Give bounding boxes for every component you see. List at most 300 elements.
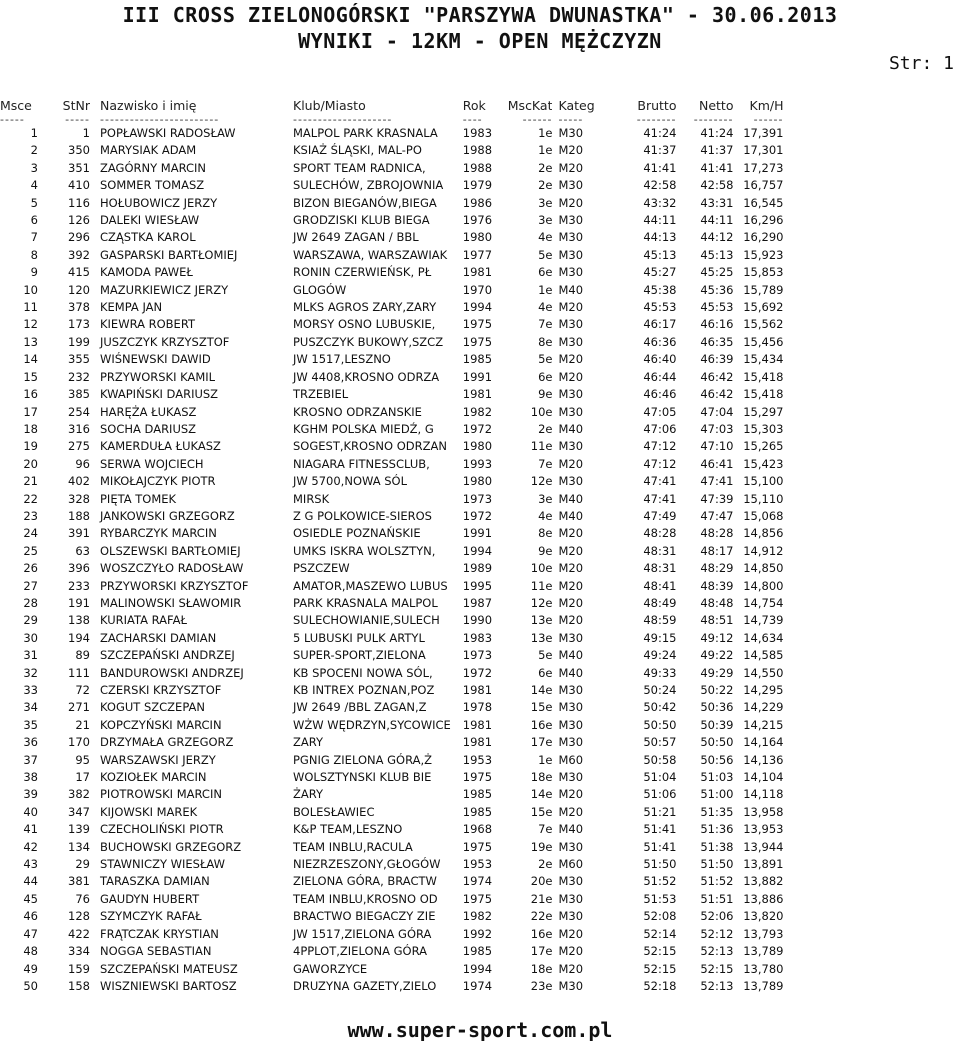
cell-gross-time: 44:11	[643, 213, 677, 228]
cell-club: PARK KRASNALA MALPOL	[293, 595, 438, 610]
cell-net-time: 45:13	[700, 247, 734, 262]
separator-kmh: ------	[753, 115, 784, 125]
cell-speed: 13,886	[743, 891, 784, 906]
cell-start-number: 296	[68, 230, 90, 245]
cell-year: 1985	[462, 352, 493, 367]
cell-gross-time: 50:58	[643, 752, 677, 767]
cell-gross-time: 48:31	[643, 561, 677, 576]
table-row	[0, 229, 783, 246]
cell-gross-time: 46:46	[643, 387, 677, 402]
cell-category-place: 2e	[538, 178, 553, 193]
cell-gross-time: 46:17	[643, 317, 677, 332]
cell-club: NIAGARA FITNESSCLUB,	[293, 456, 430, 471]
cell-category-place: 1e	[538, 143, 553, 158]
cell-category: M40	[558, 491, 584, 506]
cell-year: 1992	[462, 926, 493, 941]
cell-speed: 14,550	[743, 665, 784, 680]
cell-name: PRZYWORSKI KRZYSZTOF	[100, 578, 249, 593]
cell-club: KB SPOCENI NOWA SÓL,	[293, 665, 433, 680]
table-row	[0, 943, 783, 960]
table-row	[0, 647, 783, 664]
cell-net-time: 50:36	[700, 700, 734, 715]
cell-place: 15	[23, 369, 38, 384]
cell-category: M20	[558, 787, 584, 802]
col-header-msckat: MscKat	[507, 98, 553, 113]
cell-name: STAWNICZY WIESŁAW	[100, 857, 226, 872]
cell-gross-time: 51:41	[643, 839, 677, 854]
table-row	[0, 543, 783, 560]
cell-gross-time: 47:05	[643, 404, 677, 419]
cell-net-time: 48:17	[700, 543, 734, 558]
cell-name: SERWA WOJCIECH	[100, 456, 204, 471]
cell-start-number: 385	[68, 387, 90, 402]
cell-start-number: 76	[75, 891, 90, 906]
cell-club: JW 2649 ZAGAN / BBL	[293, 230, 419, 245]
table-row	[0, 699, 783, 716]
table-row	[0, 926, 783, 943]
cell-gross-time: 51:21	[643, 804, 677, 819]
cell-speed: 13,820	[743, 909, 784, 924]
cell-category: M20	[558, 526, 584, 541]
cell-net-time: 44:11	[700, 213, 734, 228]
cell-net-time: 45:53	[700, 300, 734, 315]
cell-year: 1972	[462, 665, 493, 680]
cell-gross-time: 51:41	[643, 822, 677, 837]
table-row	[0, 804, 783, 821]
cell-club: BIZON BIEGANÓW,BIEGA	[293, 195, 437, 210]
cell-name: JUSZCZYK KRZYSZTOF	[100, 334, 230, 349]
cell-category-place: 15e	[530, 700, 553, 715]
cell-speed: 14,634	[743, 630, 784, 645]
cell-place: 48	[23, 944, 38, 959]
cell-year: 1980	[462, 230, 493, 245]
cell-gross-time: 50:57	[643, 735, 677, 750]
cell-place: 27	[23, 578, 38, 593]
cell-category-place: 17e	[530, 944, 553, 959]
table-row	[0, 891, 783, 908]
cell-category: M30	[558, 317, 584, 332]
cell-gross-time: 51:04	[643, 770, 677, 785]
col-header-rok: Rok	[462, 98, 486, 113]
cell-place: 11	[23, 300, 38, 315]
cell-category-place: 6e	[538, 369, 553, 384]
cell-start-number: 381	[68, 874, 90, 889]
cell-category: M20	[558, 595, 584, 610]
cell-category: M20	[558, 369, 584, 384]
cell-start-number: 402	[68, 474, 90, 489]
table-row	[0, 142, 783, 159]
cell-net-time: 43:31	[700, 195, 734, 210]
cell-category-place: 12e	[530, 595, 553, 610]
cell-year: 1983	[462, 126, 493, 140]
cell-name: ZACHARSKI DAMIAN	[100, 630, 217, 645]
cell-net-time: 52:13	[700, 978, 734, 993]
cell-category-place: 11e	[530, 578, 553, 593]
cell-category: M30	[558, 735, 584, 750]
cell-category-place: 9e	[538, 543, 553, 558]
cell-category-place: 21e	[530, 891, 553, 906]
cell-category: M20	[558, 578, 584, 593]
cell-speed: 15,265	[743, 439, 784, 454]
cell-category-place: 8e	[538, 334, 553, 349]
cell-club: SUPER-SPORT,ZIELONA	[293, 648, 426, 663]
cell-net-time: 51:00	[700, 787, 734, 802]
cell-category: M30	[558, 770, 584, 785]
cell-place: 6	[30, 213, 38, 228]
cell-net-time: 50:22	[700, 683, 734, 697]
cell-net-time: 50:50	[700, 735, 734, 750]
cell-category: M30	[558, 683, 584, 697]
cell-start-number: 72	[75, 683, 90, 697]
cell-speed: 15,100	[743, 474, 784, 489]
cell-category: M20	[558, 160, 584, 175]
cell-category: M40	[558, 665, 584, 680]
cell-category-place: 16e	[530, 717, 553, 732]
cell-category: M30	[558, 891, 584, 906]
cell-speed: 15,418	[743, 369, 784, 384]
cell-category-place: 12e	[530, 474, 553, 489]
cell-speed: 14,215	[743, 717, 784, 732]
cell-year: 1994	[462, 961, 493, 976]
cell-start-number: 139	[68, 822, 90, 837]
cell-net-time: 41:37	[700, 143, 734, 158]
cell-year: 1985	[462, 944, 493, 959]
cell-net-time: 46:41	[700, 456, 734, 471]
cell-start-number: 29	[75, 857, 90, 872]
cell-speed: 13,780	[743, 961, 784, 976]
table-row	[0, 491, 783, 508]
table-row	[0, 282, 783, 299]
cell-start-number: 128	[68, 909, 90, 924]
cell-name: WISZNIEWSKI BARTOSZ	[100, 978, 237, 993]
cell-speed: 16,296	[743, 213, 784, 228]
table-row	[0, 473, 783, 490]
separator-stnr: -----	[65, 115, 90, 125]
table-row	[0, 351, 783, 368]
cell-speed: 14,164	[743, 735, 784, 750]
cell-net-time: 48:39	[700, 578, 734, 593]
cell-club: K&P TEAM,LESZNO	[293, 822, 403, 837]
cell-name: PIĘTA TOMEK	[100, 491, 177, 506]
table-row	[0, 404, 783, 421]
cell-year: 1976	[462, 213, 493, 228]
cell-net-time: 41:41	[700, 160, 734, 175]
table-row	[0, 177, 783, 194]
cell-start-number: 170	[68, 735, 90, 750]
table-row	[0, 873, 783, 890]
cell-speed: 13,953	[743, 822, 784, 837]
cell-category: M30	[558, 978, 584, 993]
table-row	[0, 682, 783, 699]
cell-start-number: 350	[68, 143, 90, 158]
cell-gross-time: 51:52	[643, 874, 677, 889]
cell-gross-time: 47:49	[643, 508, 677, 523]
cell-category-place: 2e	[538, 160, 553, 175]
cell-place: 32	[23, 665, 38, 680]
cell-name: OLSZEWSKI BARTŁOMIEJ	[100, 543, 241, 558]
cell-name: MALINOWSKI SŁAWOMIR	[100, 595, 242, 610]
cell-name: BANDUROWSKI ANDRZEJ	[100, 665, 244, 680]
cell-place: 46	[23, 909, 38, 924]
cell-net-time: 42:58	[700, 178, 734, 193]
cell-category: M20	[558, 804, 584, 819]
cell-speed: 14,104	[743, 770, 784, 785]
cell-category-place: 1e	[538, 126, 553, 140]
cell-category-place: 7e	[538, 317, 553, 332]
cell-category: M20	[558, 944, 584, 959]
cell-category: M30	[558, 247, 584, 262]
table-row	[0, 734, 783, 751]
cell-speed: 13,944	[743, 839, 784, 854]
col-header-msce: Msce	[0, 98, 32, 113]
cell-gross-time: 42:58	[643, 178, 677, 193]
cell-category: M30	[558, 439, 584, 454]
cell-category-place: 3e	[538, 491, 553, 506]
cell-category: M60	[558, 752, 584, 767]
cell-speed: 13,958	[743, 804, 784, 819]
cell-speed: 15,068	[743, 508, 784, 523]
cell-name: MAZURKIEWICZ JERZY	[100, 282, 229, 297]
cell-category-place: 18e	[530, 961, 553, 976]
page-number: Str: 1	[888, 53, 954, 74]
cell-start-number: 391	[68, 526, 90, 541]
cell-start-number: 378	[68, 300, 90, 315]
cell-year: 1975	[462, 770, 493, 785]
cell-start-number: 17	[75, 770, 90, 785]
cell-place: 3	[30, 160, 38, 175]
separator-rok: ----	[462, 115, 483, 125]
cell-gross-time: 45:38	[643, 282, 677, 297]
cell-place: 31	[23, 648, 38, 663]
cell-club: MIRSK	[293, 491, 330, 506]
cell-club: ŻARY	[293, 787, 324, 802]
cell-start-number: 173	[68, 317, 90, 332]
cell-name: PRZYWORSKI KAMIL	[100, 369, 216, 384]
cell-net-time: 47:41	[700, 474, 734, 489]
cell-gross-time: 46:36	[643, 334, 677, 349]
cell-speed: 16,290	[743, 230, 784, 245]
cell-club: WŻW WĘDRZYN,SYCOWICE	[293, 717, 451, 732]
cell-place: 26	[23, 561, 38, 576]
results-subtitle: WYNIKI - 12KM - OPEN MĘŻCZYZN	[298, 29, 662, 53]
cell-net-time: 51:03	[700, 770, 734, 785]
cell-club: GAWORZYCE	[293, 961, 368, 976]
cell-category: M30	[558, 334, 584, 349]
cell-net-time: 47:47	[700, 508, 734, 523]
cell-speed: 15,456	[743, 334, 784, 349]
cell-year: 1988	[462, 160, 493, 175]
cell-year: 1975	[462, 334, 493, 349]
table-row	[0, 421, 783, 438]
cell-place: 12	[23, 317, 38, 332]
cell-gross-time: 49:33	[643, 665, 677, 680]
cell-club: PUSZCZYK BUKOWY,SZCZ	[293, 334, 444, 349]
cell-category: M20	[558, 613, 584, 628]
cell-year: 1981	[462, 735, 493, 750]
cell-category: M20	[558, 961, 584, 976]
cell-year: 1987	[462, 595, 493, 610]
cell-start-number: 134	[68, 839, 90, 854]
cell-category-place: 2e	[538, 857, 553, 872]
cell-gross-time: 41:41	[643, 160, 677, 175]
col-header-kateg: Kateg	[558, 98, 595, 113]
cell-club: BOLESŁAWIEC	[293, 804, 375, 819]
cell-place: 36	[23, 735, 38, 750]
cell-name: KOPCZYŃSKI MARCIN	[100, 717, 222, 732]
cell-start-number: 111	[68, 665, 90, 680]
cell-name: HARĘŻA ŁUKASZ	[100, 404, 197, 419]
cell-gross-time: 50:42	[643, 700, 677, 715]
results-title: III CROSS ZIELONOGÓRSKI "PARSZYWA DWUNASTKA" - 30.06.2013	[122, 3, 838, 27]
cell-club: KSIAŻ ŚLĄSKI, MAL-PO	[293, 143, 422, 158]
cell-category-place: 14e	[530, 787, 553, 802]
cell-place: 10	[23, 282, 38, 297]
cell-net-time: 48:48	[700, 595, 734, 610]
cell-club: ZIELONA GÓRA, BRACTW	[293, 874, 437, 889]
table-header-row	[0, 96, 783, 115]
cell-gross-time: 49:15	[643, 630, 677, 645]
cell-category-place: 13e	[530, 613, 553, 628]
cell-name: GAUDYN HUBERT	[100, 891, 200, 906]
cell-place: 45	[23, 891, 38, 906]
cell-name: JANKOWSKI GRZEGORZ	[100, 508, 235, 523]
cell-year: 1995	[462, 578, 493, 593]
cell-category-place: 10e	[530, 404, 553, 419]
cell-category-place: 23e	[530, 978, 553, 993]
cell-category: M20	[558, 543, 584, 558]
cell-year: 1991	[462, 369, 493, 384]
table-row	[0, 961, 783, 978]
cell-year: 1974	[462, 978, 493, 993]
cell-name: KAMERDUŁA ŁUKASZ	[100, 439, 221, 454]
cell-place: 4	[30, 178, 38, 193]
table-row	[0, 247, 783, 264]
cell-gross-time: 46:40	[643, 352, 677, 367]
cell-speed: 14,585	[743, 648, 784, 663]
cell-net-time: 48:29	[700, 561, 734, 576]
cell-category-place: 14e	[530, 683, 553, 697]
cell-place: 35	[23, 717, 38, 732]
cell-year: 1975	[462, 317, 493, 332]
cell-club: PGNIG ZIELONA GÓRA,Ż	[293, 752, 433, 767]
col-header-name: Nazwisko i imię	[100, 98, 197, 113]
cell-name: CZECHOLIŃSKI PIOTR	[100, 822, 224, 837]
cell-gross-time: 50:50	[643, 717, 677, 732]
cell-gross-time: 44:13	[643, 230, 677, 245]
cell-speed: 15,853	[743, 265, 784, 280]
cell-year: 1978	[462, 700, 493, 715]
cell-year: 1970	[462, 282, 493, 297]
cell-start-number: 392	[68, 247, 90, 262]
cell-speed: 14,229	[743, 700, 784, 715]
cell-club: JW 2649 /BBL ZAGAN,Z	[293, 700, 427, 715]
cell-place: 40	[23, 804, 38, 819]
cell-club: NIEZRZESZONY,GŁOGÓW	[293, 857, 441, 872]
cell-category-place: 5e	[538, 247, 553, 262]
table-row	[0, 299, 783, 316]
cell-start-number: 328	[68, 491, 90, 506]
cell-club: RONIN CZERWIEŃSK, PŁ	[293, 265, 432, 280]
cell-name: NOGGA SEBASTIAN	[100, 944, 212, 959]
cell-place: 2	[30, 143, 38, 158]
cell-place: 44	[23, 874, 38, 889]
table-row	[0, 508, 783, 525]
cell-club: UMKS ISKRA WOLSZTYN,	[293, 543, 436, 558]
cell-year: 1985	[462, 804, 493, 819]
cell-year: 1985	[462, 787, 493, 802]
cell-year: 1980	[462, 439, 493, 454]
cell-category: M30	[558, 839, 584, 854]
cell-year: 1994	[462, 543, 493, 558]
cell-year: 1973	[462, 648, 493, 663]
cell-place: 29	[23, 613, 38, 628]
cell-year: 1975	[462, 891, 493, 906]
cell-place: 21	[23, 474, 38, 489]
cell-year: 1973	[462, 491, 493, 506]
cell-year: 1981	[462, 683, 493, 697]
cell-name: TARASZKA DAMIAN	[100, 874, 210, 889]
cell-category-place: 3e	[538, 213, 553, 228]
cell-start-number: 334	[68, 944, 90, 959]
cell-net-time: 47:04	[700, 404, 734, 419]
cell-category-place: 15e	[530, 804, 553, 819]
cell-gross-time: 52:18	[643, 978, 677, 993]
cell-category: M30	[558, 630, 584, 645]
cell-club: SULECHÓW, ZBROJOWNIA	[293, 178, 444, 193]
cell-name: RYBARCZYK MARCIN	[100, 526, 217, 541]
cell-gross-time: 47:12	[643, 456, 677, 471]
cell-category-place: 9e	[538, 387, 553, 402]
cell-club: SPORT TEAM RADNICA,	[293, 160, 426, 175]
cell-category: M40	[558, 822, 584, 837]
cell-start-number: 126	[68, 213, 90, 228]
cell-club: MLKS AGROS ZARY,ZARY	[293, 300, 437, 315]
cell-place: 37	[23, 752, 38, 767]
cell-gross-time: 41:37	[643, 143, 677, 158]
cell-name: ZAGÓRNY MARCIN	[100, 160, 207, 175]
cell-speed: 17,301	[743, 143, 784, 158]
cell-club: BRACTWO BIEGACZY ZIE	[293, 909, 436, 924]
cell-year: 1986	[462, 195, 493, 210]
cell-speed: 15,434	[743, 352, 784, 367]
cell-category-place: 18e	[530, 770, 553, 785]
cell-speed: 16,545	[743, 195, 784, 210]
cell-place: 38	[23, 770, 38, 785]
cell-start-number: 254	[68, 404, 90, 419]
cell-speed: 17,273	[743, 160, 784, 175]
table-row	[0, 630, 783, 647]
cell-net-time: 41:24	[700, 126, 734, 140]
table-row	[0, 908, 783, 925]
cell-speed: 15,423	[743, 456, 784, 471]
table-row	[0, 978, 783, 995]
cell-speed: 17,391	[743, 126, 784, 140]
separator-club: --------------------	[293, 115, 393, 125]
cell-gross-time: 52:15	[643, 961, 677, 976]
cell-start-number: 21	[75, 717, 90, 732]
table-row	[0, 856, 783, 873]
cell-start-number: 120	[68, 282, 90, 297]
cell-place: 49	[23, 961, 38, 976]
cell-start-number: 382	[68, 787, 90, 802]
table-row	[0, 264, 783, 281]
cell-speed: 15,923	[743, 247, 784, 262]
cell-net-time: 51:38	[700, 839, 734, 854]
cell-club: JW 1517,ZIELONA GÓRA	[293, 926, 432, 941]
cell-category-place: 7e	[538, 456, 553, 471]
cell-year: 1981	[462, 387, 493, 402]
cell-name: KAMODA PAWEŁ	[100, 265, 193, 280]
